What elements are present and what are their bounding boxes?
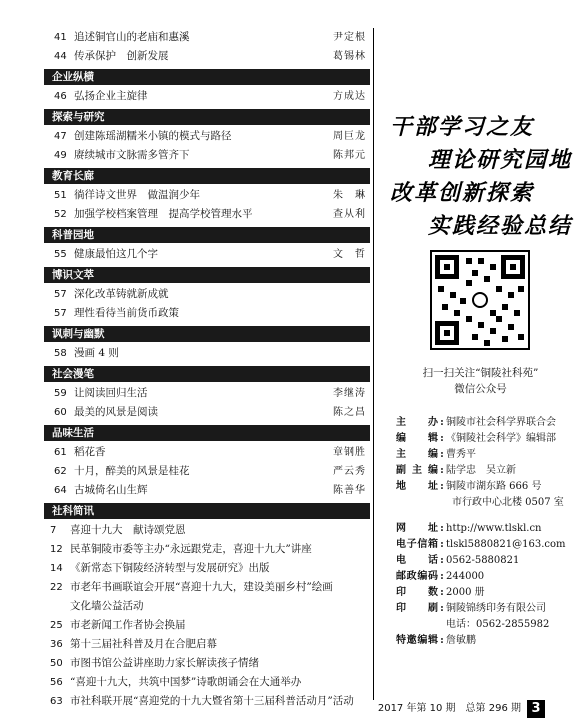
info-row: 编 辑 : 《铜陵社会科学》编辑部 (396, 431, 581, 447)
info-value: 曹秀平 (446, 449, 476, 460)
toc-author: 朱 琳 (333, 190, 366, 201)
news-page-number: 12 (50, 544, 63, 555)
toc-page-number: 49 (54, 150, 67, 161)
toc-title: 传承保护 创新发展 (74, 50, 169, 62)
toc-title: 十月，醉美的风景是桂花 (74, 465, 190, 477)
news-title: “喜迎十九大，共筑中国梦”诗歌朗诵会在大通举办 (70, 676, 302, 688)
info-row: 印 刷 : 铜陵锦绣印务有限公司 (396, 601, 581, 617)
news-title: 《新常态下铜陵经济转型与发展研究》出版 (70, 562, 270, 574)
toc-entry[interactable] (44, 205, 370, 224)
toc-title: 稻花香 (74, 446, 106, 458)
toc-title: 赓续城市文脉需多管齐下 (74, 149, 190, 161)
toc-page-number: 41 (54, 32, 67, 43)
info-row: 印 数 : 2000 册 (396, 585, 581, 601)
toc-author: 方成达 (333, 91, 366, 102)
toc-title: 深化改革铸就新成就 (74, 288, 169, 300)
news-entry[interactable] (44, 635, 370, 654)
info-value: 《铜陵社会科学》编辑部 (446, 433, 556, 444)
info-label: 电 话 (396, 555, 438, 566)
info-value: 铜陵市湖东路 666 号 (446, 481, 542, 492)
toc-entry[interactable] (44, 443, 370, 462)
toc-author: 陈邦元 (333, 150, 366, 161)
section-heading-humor: 讽刺与幽默 (44, 326, 370, 342)
info-value: 铜陵锦绣印务有限公司 (446, 603, 546, 614)
website-link[interactable]: http://www.tlskl.cn (446, 523, 542, 534)
toc-author: 章钢胜 (333, 447, 366, 458)
masthead-info (396, 415, 581, 649)
info-label: 特邀编辑 (396, 635, 438, 646)
toc-entry[interactable] (44, 28, 370, 47)
toc-page-number: 51 (54, 190, 67, 201)
info-label: 电子信箱 (396, 539, 438, 550)
toc-entry[interactable] (44, 304, 370, 323)
toc-page-number: 64 (54, 485, 67, 496)
info-row: 副主编 : 陆学忠 吴立新 (396, 463, 581, 479)
toc-author: 葛锡林 (333, 51, 366, 62)
toc-entry[interactable] (44, 245, 370, 264)
toc-title: 最美的风景是阅读 (74, 406, 158, 418)
toc-page-number: 44 (54, 51, 67, 62)
toc-entry[interactable] (44, 186, 370, 205)
toc-title: 加强学校档案管理 提高学校管理水平 (74, 208, 253, 220)
section-heading-education: 教育长廊 (44, 168, 370, 184)
email-link[interactable]: tlskl5880821@163.com (446, 539, 566, 550)
info-row: 特邀编辑 : 詹敏鹏 (396, 633, 581, 649)
news-entry[interactable] (44, 521, 370, 540)
toc-page-number: 47 (54, 131, 67, 142)
column-divider (373, 28, 374, 700)
section-heading-news: 社科简讯 (44, 503, 370, 519)
toc-entry[interactable] (44, 462, 370, 481)
section-heading-digest: 博识文萃 (44, 267, 370, 283)
news-entry[interactable] (44, 559, 370, 578)
toc-entry[interactable] (44, 146, 370, 165)
toc-entry[interactable] (44, 344, 370, 363)
qr-caption-line-2: 微信公众号 (454, 383, 507, 395)
toc-author: 陈之昌 (333, 407, 366, 418)
info-label: 印 刷 (396, 603, 438, 614)
news-entry[interactable] (44, 616, 370, 635)
toc-author: 尹定根 (333, 32, 366, 43)
news-entry[interactable] (44, 578, 370, 597)
info-label: 编 辑 (396, 433, 438, 444)
news-page-number: 22 (50, 582, 63, 593)
qr-caption-line-1: 扫一扫关注“铜陵社科苑” (422, 367, 539, 379)
info-value: 陆学忠 吴立新 (446, 465, 516, 476)
toc-page-number: 57 (54, 308, 67, 319)
toc-title: 创建陈瑶湖糯米小镇的模式与路径 (74, 130, 232, 142)
info-value: 市行政中心北楼 0507 室 (452, 497, 564, 508)
toc-entry[interactable] (44, 285, 370, 304)
info-row: 地 址 : 铜陵市湖东路 666 号 (396, 479, 581, 495)
table-of-contents (44, 28, 370, 711)
info-label: 主 办 (396, 417, 438, 428)
toc-title: 理性看待当前货币政策 (74, 307, 179, 319)
toc-author: 陈善华 (333, 485, 366, 496)
news-title: 市老新闻工作者协会换届 (70, 619, 186, 631)
info-row: 邮政编码 : 244000 (396, 569, 581, 585)
news-entry-continuation (44, 597, 370, 616)
section-heading-life: 品味生活 (44, 425, 370, 441)
info-row-continuation (396, 495, 581, 511)
toc-author: 严云秀 (333, 466, 366, 477)
toc-page-number: 57 (54, 289, 67, 300)
slogan-line-1: 干部学习之友 (390, 114, 535, 140)
news-title: 市老年书画联谊会开展“喜迎十九大，建设美丽乡村”绘画 (70, 581, 333, 593)
info-row-continuation (396, 617, 581, 633)
wechat-qr-code[interactable] (430, 250, 530, 350)
news-page-number: 63 (50, 696, 63, 707)
info-row: 网 址 : http://www.tlskl.cn (396, 521, 581, 537)
toc-author: 周巨龙 (333, 131, 366, 142)
toc-entry[interactable] (44, 481, 370, 500)
toc-author: 文 哲 (333, 249, 366, 260)
toc-entry[interactable] (44, 384, 370, 403)
toc-entry[interactable] (44, 47, 370, 66)
section-heading-essays: 社会漫笔 (44, 366, 370, 382)
news-page-number: 36 (50, 639, 63, 650)
news-entry[interactable] (44, 540, 370, 559)
toc-author: 查从利 (333, 209, 366, 220)
info-value: 244000 (446, 571, 485, 582)
page-number: 3 (527, 700, 545, 718)
news-page-number: 7 (50, 525, 57, 536)
toc-author: 李继涛 (333, 388, 366, 399)
toc-page-number: 61 (54, 447, 67, 458)
slogan-line-2: 理论研究园地 (428, 147, 573, 173)
info-label: 网 址 (396, 523, 438, 534)
info-row: 主 办 : 铜陵市社会科学界联合会 (396, 415, 581, 431)
info-value: 詹敏鹏 (446, 635, 476, 646)
toc-entry[interactable] (44, 87, 370, 106)
toc-entry[interactable] (44, 403, 370, 422)
info-label: 副主编 (396, 465, 438, 476)
news-title: 市图书馆公益讲座助力家长解读孩子情绪 (70, 657, 259, 669)
toc-title: 弘扬企业主旋律 (74, 90, 148, 102)
info-label: 地 址 (396, 481, 438, 492)
info-label: 印 数 (396, 587, 438, 598)
toc-title: 古城倚名山生辉 (74, 484, 148, 496)
section-heading-science: 科普园地 (44, 227, 370, 243)
news-title: 市社科联开展“喜迎党的十九大暨省第十三届科普活动月”活动 (70, 695, 354, 707)
slogan-line-4: 实践经验总结 (428, 213, 573, 239)
qr-logo-icon (472, 292, 488, 308)
section-heading-enterprise: 企业纵横 (44, 69, 370, 85)
toc-page-number: 58 (54, 348, 67, 359)
info-row: 电子信箱 : tlskl5880821@163.com (396, 537, 581, 553)
toc-title: 让阅读回归生活 (74, 387, 148, 399)
section-heading-research: 探索与研究 (44, 109, 370, 125)
toc-entry[interactable] (44, 127, 370, 146)
news-entry[interactable] (44, 654, 370, 673)
news-page-number: 25 (50, 620, 63, 631)
toc-title: 漫画 4 则 (74, 347, 119, 359)
info-value: 铜陵市社会科学界联合会 (446, 417, 556, 428)
news-page-number: 50 (50, 658, 63, 669)
news-title: 文化墙公益活动 (70, 600, 144, 612)
slogan-line-3: 改革创新探索 (390, 180, 535, 206)
toc-title: 健康最怕这几个字 (74, 248, 158, 260)
toc-page-number: 60 (54, 407, 67, 418)
info-value: 电话：0562-2855982 (446, 619, 550, 630)
toc-page-number: 62 (54, 466, 67, 477)
toc-page-number: 52 (54, 209, 67, 220)
toc-title: 徜徉诗文世界 做温润少年 (74, 189, 200, 201)
news-title: 喜迎十九大 献诗颂党恩 (70, 524, 186, 536)
issue-info: 2017 年第 10 期 总第 296 期 (377, 703, 521, 714)
toc-page-number: 55 (54, 249, 67, 260)
toc-page-number: 59 (54, 388, 67, 399)
news-title: 第十三届社科普及月在合肥启幕 (70, 638, 217, 650)
info-row: 电 话 : 0562-5880821 (396, 553, 581, 569)
info-value: 2000 册 (446, 587, 485, 598)
news-title: 民革铜陵市委等主办“永远跟党走，喜迎十九大”讲座 (70, 543, 312, 555)
info-label: 主 编 (396, 449, 438, 460)
info-label: 邮政编码 (396, 571, 438, 582)
news-entry[interactable] (44, 692, 370, 711)
toc-title: 追述铜官山的老庙和惠溪 (74, 31, 190, 43)
news-page-number: 14 (50, 563, 63, 574)
info-row: 主 编 : 曹秀平 (396, 447, 581, 463)
info-value: 0562-5880821 (446, 555, 520, 566)
news-entry[interactable] (44, 673, 370, 692)
news-page-number: 56 (50, 677, 63, 688)
toc-page-number: 46 (54, 91, 67, 102)
